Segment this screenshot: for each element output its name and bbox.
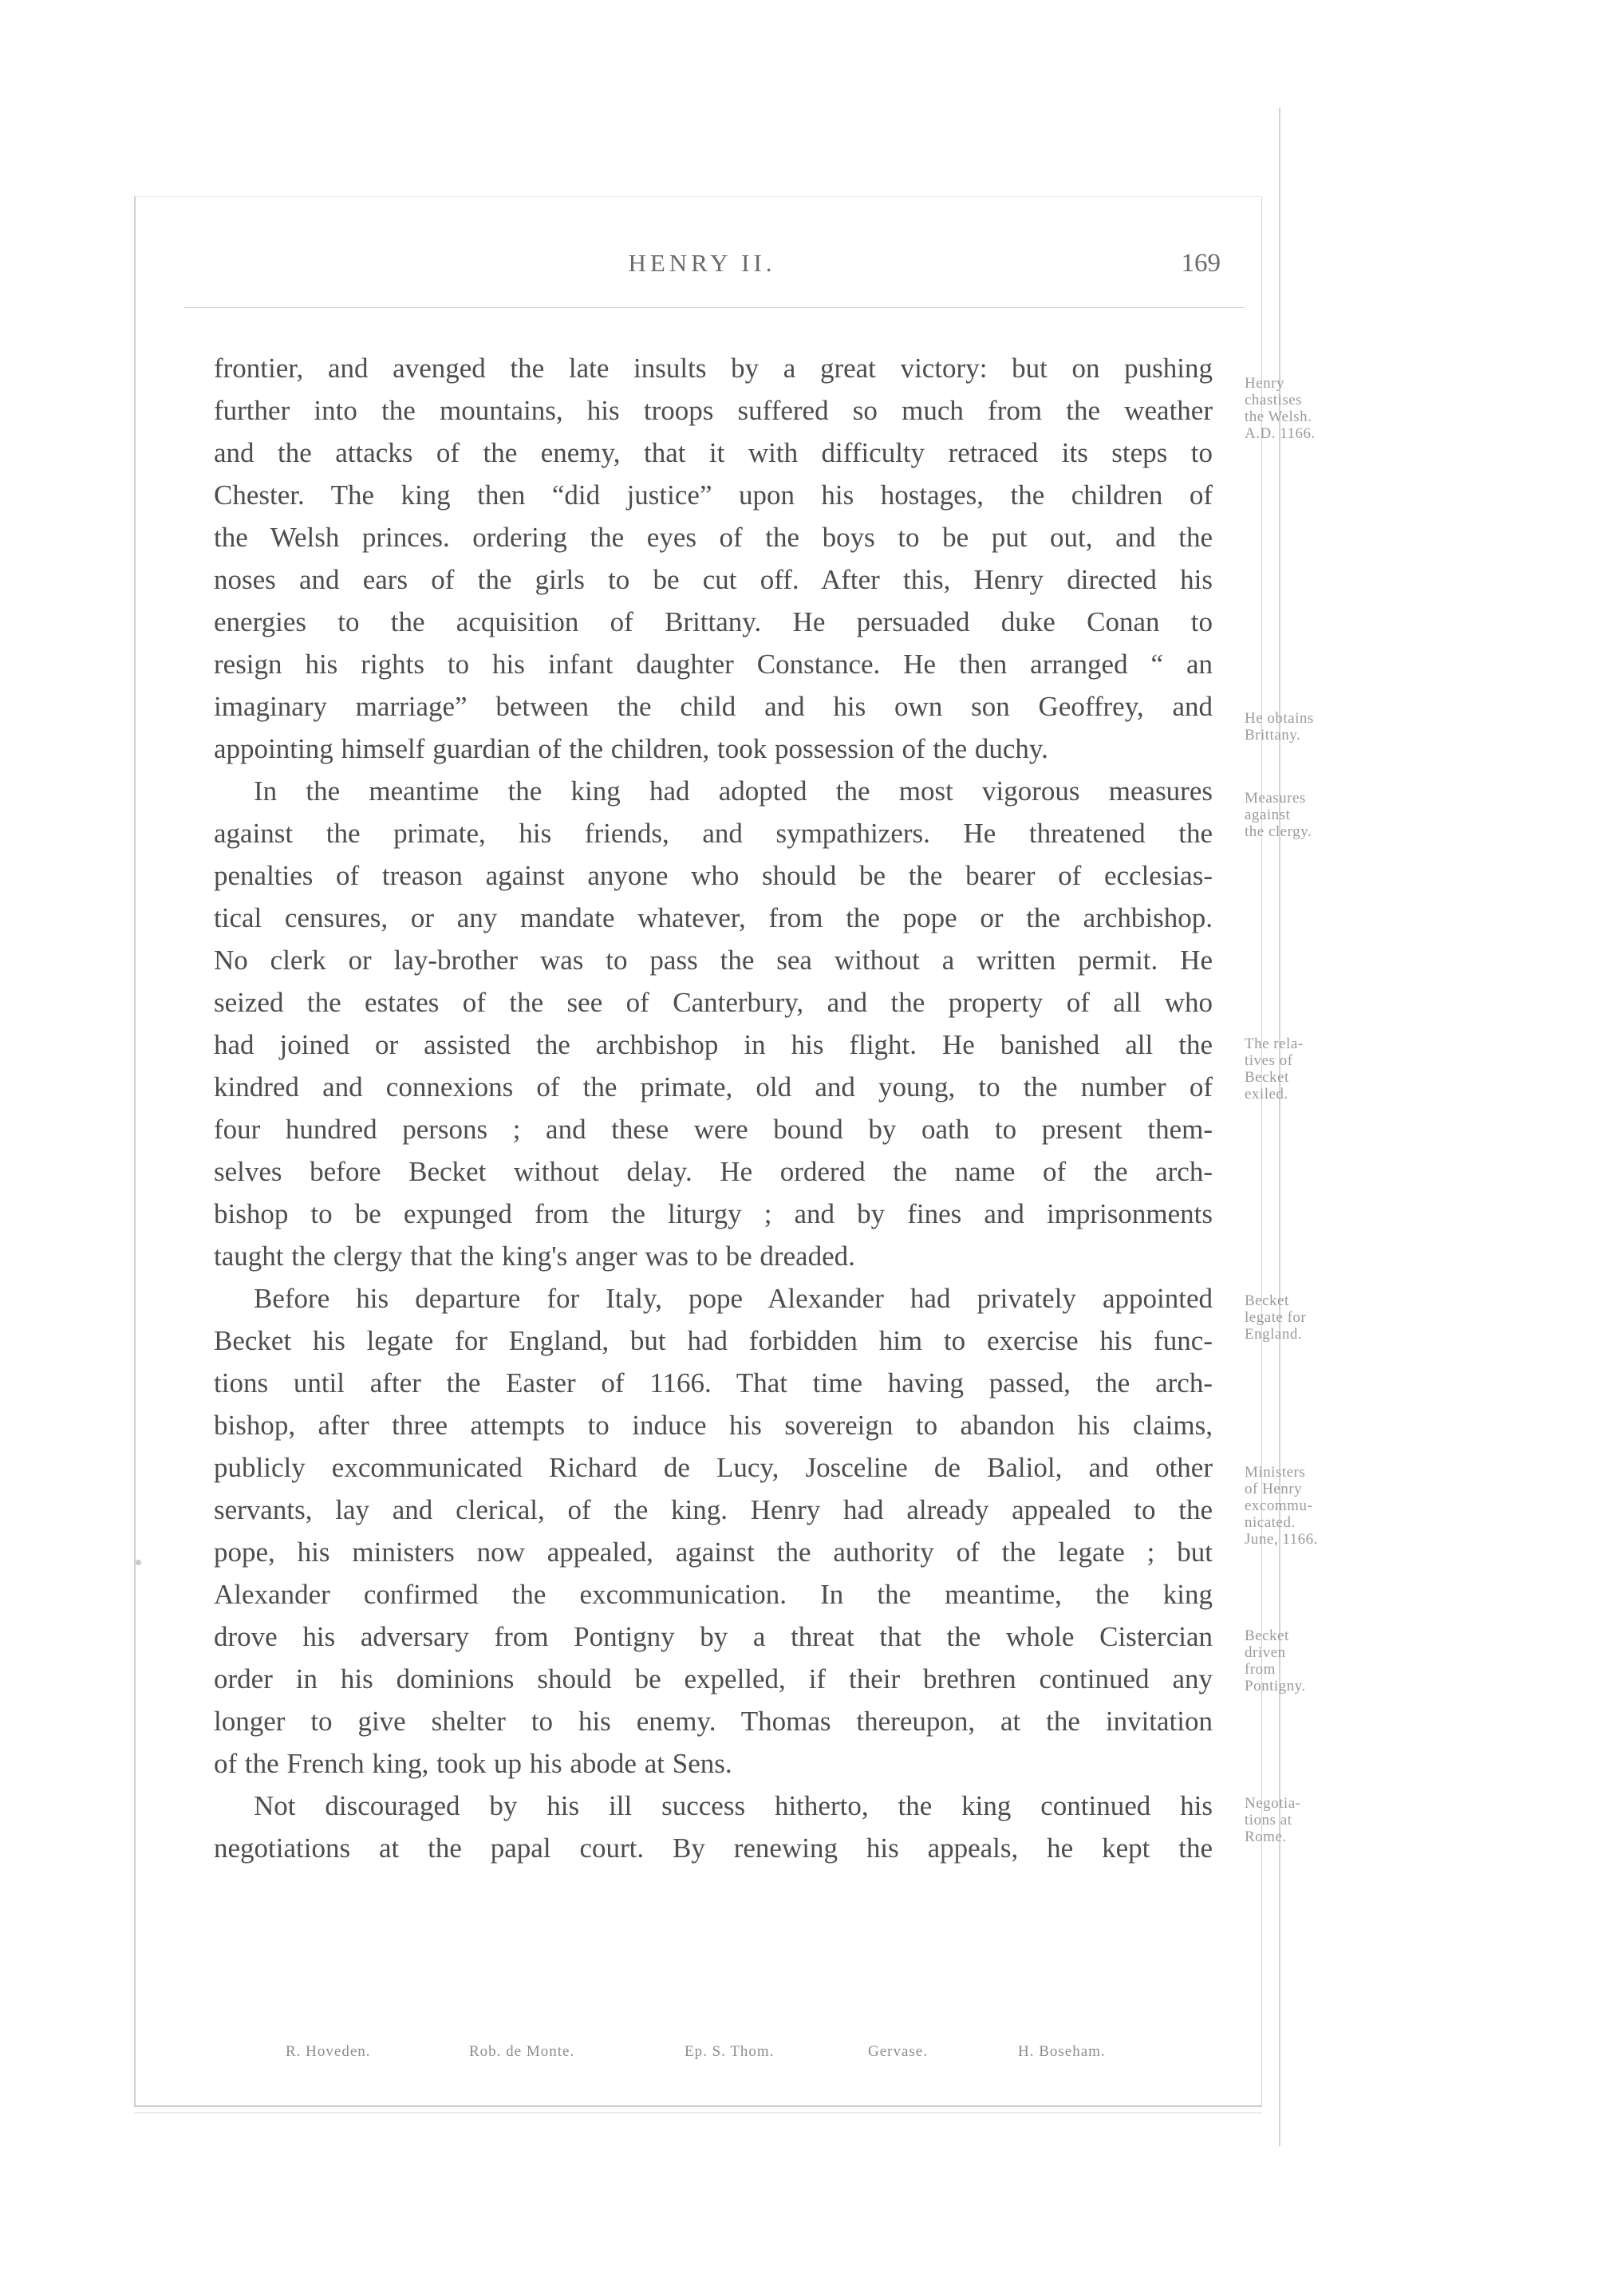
marginal-note-line: the clergy. [1245, 823, 1312, 840]
text-line: drove his adversary from Pontigny by a threat that the whole Cistercian [214, 1621, 1213, 1652]
text-line: the Welsh princes. ordering the eyes of the boys to be put out, and the [214, 522, 1213, 553]
text-line: negotiations at the papal court. By renewing his appeals, he kept the [214, 1832, 1213, 1864]
marginal-note-line: Becket [1245, 1627, 1289, 1644]
source-reference: H. Boseham. [1018, 2043, 1106, 2060]
marginal-note-line: He obtains [1245, 710, 1314, 727]
text-line: had joined or assisted the archbishop in his flight. He banished all the [214, 1029, 1213, 1060]
text-line: penalties of treason against anyone who should be the bearer of ecclesias- [214, 860, 1213, 891]
print-mark [136, 1560, 141, 1565]
running-head: HENRY II. [628, 249, 776, 277]
text-line: publicly excommunicated Richard de Lucy, Josceline de Baliol, and other [214, 1452, 1213, 1483]
text-line: In the meantime the king had adopted the most vigorous measures [254, 775, 1213, 807]
page-header [183, 249, 1221, 281]
marginal-note-line: tions at [1245, 1812, 1292, 1829]
text-line: Alexander confirmed the excommunication. In the meantime, the king [214, 1579, 1213, 1610]
text-line: longer to give shelter to his enemy. Thomas thereupon, at the invitation [214, 1706, 1213, 1737]
text-line: noses and ears of the girls to be cut off. After this, Henry directed his [214, 564, 1213, 595]
header-rule [183, 307, 1245, 308]
marginal-note-line: Pontigny. [1245, 1678, 1306, 1694]
marginal-note-line: tives of [1245, 1052, 1293, 1069]
marginal-note-line: June, 1166. [1245, 1531, 1318, 1548]
text-line: order in his dominions should be expelled, if their brethren continued any [214, 1663, 1213, 1694]
marginal-note-line: legate for [1245, 1309, 1307, 1326]
text-line: Not discouraged by his ill success hitherto, the king continued his [254, 1790, 1213, 1821]
text-line: and the attacks of the enemy, that it with difficulty retraced its steps to [214, 437, 1213, 468]
text-line: appointing himself guardian of the children, took possession of the duchy. [214, 733, 1048, 764]
body-text [214, 347, 1213, 1869]
text-line: four hundred persons ; and these were bound by oath to present them- [214, 1114, 1213, 1145]
marginal-note [1245, 710, 1420, 744]
text-line: tions until after the Easter of 1166. That time having passed, the arch- [214, 1367, 1213, 1399]
text-line: bishop to be expunged from the liturgy ; and by fines and imprisonments [214, 1198, 1213, 1229]
marginal-note-line: chastises [1245, 392, 1303, 408]
marginal-note [1245, 1292, 1420, 1343]
paragraph [214, 347, 1213, 770]
marginal-note [1245, 1036, 1420, 1103]
text-line: seized the estates of the see of Canterbury, and the property of all who [214, 987, 1213, 1018]
text-line: tical censures, or any mandate whatever, from the pope or the archbishop. [214, 902, 1213, 933]
text-line: No clerk or lay-brother was to pass the sea without a written permit. He [214, 945, 1213, 976]
marginal-note-line: Henry [1245, 375, 1284, 392]
text-line: frontier, and avenged the late insults by a great victory: but on pushing [214, 353, 1213, 384]
text-line: pope, his ministers now appealed, against the authority of the legate ; but [214, 1537, 1213, 1568]
marginal-note-line: Measures [1245, 790, 1306, 807]
source-reference: Gervase. [868, 2043, 928, 2060]
source-references [286, 2043, 1203, 2067]
marginal-note-line: driven [1245, 1644, 1286, 1661]
marginal-note-line: the Welsh. [1245, 408, 1312, 425]
marginal-note-line: The rela- [1245, 1036, 1304, 1052]
marginal-note-line: Brittany. [1245, 727, 1301, 744]
marginal-note [1245, 790, 1420, 840]
text-line: Chester. The king then “did justice” upon his hostages, the children of [214, 479, 1213, 511]
text-line: taught the clergy that the king's anger was to be dreaded. [214, 1241, 855, 1272]
source-reference: R. Hoveden. [286, 2043, 371, 2060]
marginal-note-line: Ministers [1245, 1464, 1306, 1481]
text-line: selves before Becket without delay. He ordered the name of the arch- [214, 1156, 1213, 1187]
marginal-note-line: excommu- [1245, 1497, 1313, 1514]
paragraph [214, 770, 1213, 1277]
text-line: bishop, after three attempts to induce his sovereign to abandon his claims, [214, 1410, 1213, 1441]
text-line: of the French king, took up his abode at Sens. [214, 1748, 732, 1779]
page-number: 169 [1181, 249, 1221, 278]
text-line: energies to the acquisition of Brittany. He persuaded duke Conan to [214, 606, 1213, 637]
text-line: against the primate, his friends, and sympathizers. He threatened the [214, 818, 1213, 849]
marginal-note [1245, 1627, 1420, 1694]
source-reference: Rob. de Monte. [469, 2043, 575, 2060]
text-line: Becket his legate for England, but had forbidden him to exercise his func- [214, 1325, 1213, 1356]
source-reference: Ep. S. Thom. [685, 2043, 775, 2060]
marginal-note-line: England. [1245, 1326, 1303, 1343]
text-line: resign his rights to his infant daughter Constance. He then arranged “ an [214, 649, 1213, 680]
text-line: further into the mountains, his troops suffered so much from the weather [214, 395, 1213, 426]
marginal-note-line: Becket [1245, 1292, 1289, 1309]
text-line: Before his departure for Italy, pope Alexander had privately appointed [254, 1283, 1213, 1314]
marginal-note-line: A.D. 1166. [1245, 425, 1316, 442]
marginal-note-line: Rome. [1245, 1829, 1287, 1845]
marginal-note-line: against [1245, 807, 1291, 823]
marginal-note-line: Negotia- [1245, 1795, 1301, 1812]
text-line: servants, lay and clerical, of the king. Henry had already appealed to the [214, 1494, 1213, 1525]
text-line: imaginary marriage” between the child and his own son Geoffrey, and [214, 691, 1213, 722]
marginal-note [1245, 375, 1420, 442]
marginal-note-line: Becket [1245, 1069, 1289, 1086]
marginal-note [1245, 1464, 1420, 1548]
marginal-note-line: of Henry [1245, 1481, 1303, 1497]
marginal-note-line: nicated. [1245, 1514, 1296, 1531]
paragraph [214, 1277, 1213, 1785]
paragraph [214, 1785, 1213, 1869]
text-line: kindred and connexions of the primate, old and young, to the number of [214, 1071, 1213, 1103]
marginal-note-line: from [1245, 1661, 1276, 1678]
marginal-note-line: exiled. [1245, 1086, 1288, 1103]
marginal-note [1245, 1795, 1420, 1845]
